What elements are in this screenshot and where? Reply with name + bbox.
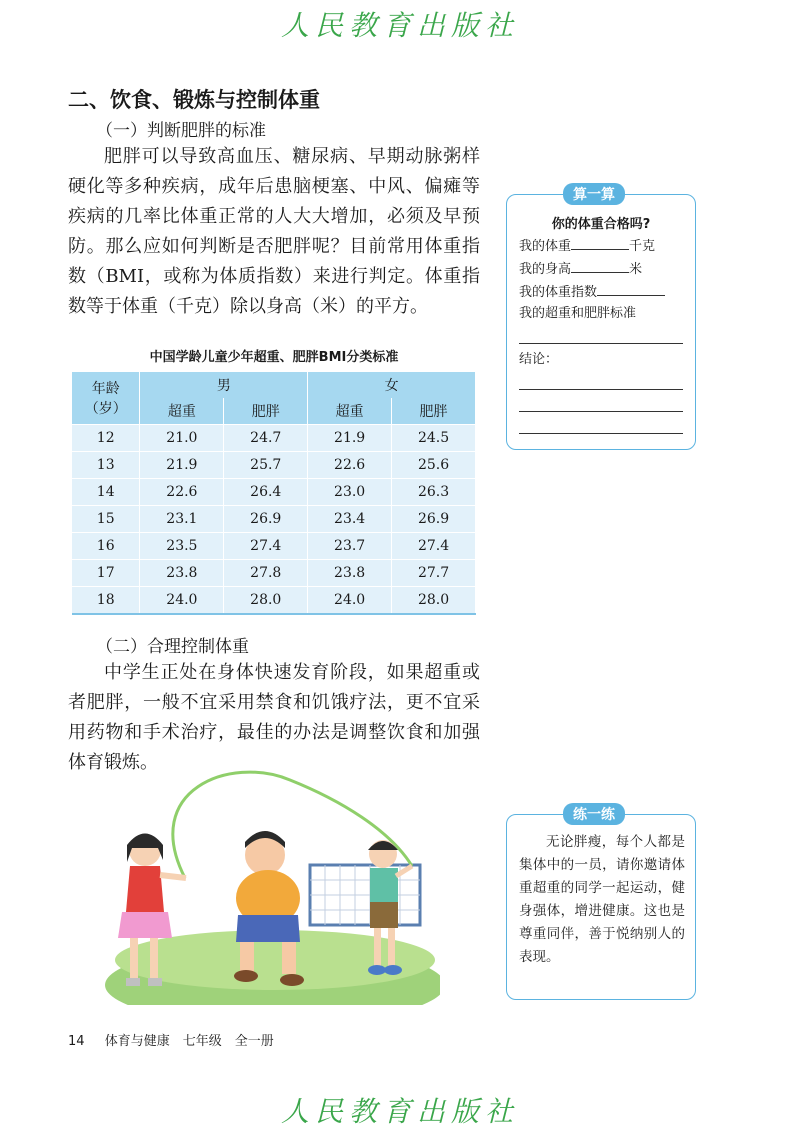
height-row: [519, 258, 642, 281]
table-header-female-obese: 肥胖: [392, 398, 476, 425]
table-cell: 27.4: [392, 533, 476, 560]
table-cell: 24.0: [308, 587, 392, 615]
table-cell: 26.4: [224, 479, 308, 506]
height-label: 我的身高: [519, 262, 572, 277]
subsection-title-2: （二）合理控制体重: [96, 637, 249, 657]
table-cell: 23.8: [140, 560, 224, 587]
table-header-male-obese: 肥胖: [224, 398, 308, 425]
table-row: [72, 587, 476, 615]
bmi-row: [519, 281, 665, 304]
table-cell: 21.0: [140, 425, 224, 452]
practice-box: [506, 807, 696, 1000]
table-row: [72, 506, 476, 533]
table-header-male-over: 超重: [140, 398, 224, 425]
table-row: [72, 479, 476, 506]
calc-box-tag: 算一算: [563, 183, 625, 205]
table-cell: 24.7: [224, 425, 308, 452]
jump-rope-illustration: [100, 770, 440, 1005]
table-cell: 23.8: [308, 560, 392, 587]
table-cell: 23.5: [140, 533, 224, 560]
conclusion-line-1[interactable]: [519, 389, 683, 390]
table-cell: 22.6: [308, 452, 392, 479]
table-title: 中国学龄儿童少年超重、肥胖BMI分类标准: [149, 350, 399, 365]
table-cell: 18: [72, 587, 140, 615]
table-cell: 22.6: [140, 479, 224, 506]
height-unit: 米: [629, 262, 643, 277]
table-cell: 15: [72, 506, 140, 533]
table-cell: 23.0: [308, 479, 392, 506]
table-row: [72, 452, 476, 479]
conclusion-label: 结论：: [519, 352, 559, 367]
bmi-table: [72, 372, 476, 615]
bmi-label: 我的体重指数: [519, 285, 598, 300]
practice-box-tag: 练一练: [563, 803, 625, 825]
weight-unit: 千克: [629, 239, 656, 254]
table-cell: 21.9: [140, 452, 224, 479]
table-cell: 27.4: [224, 533, 308, 560]
publisher-logo-bottom: 人民教育出版社: [280, 1095, 519, 1128]
table-header-male: 男: [140, 372, 308, 398]
table-cell: 21.9: [308, 425, 392, 452]
table-cell: 23.7: [308, 533, 392, 560]
table-cell: 27.7: [392, 560, 476, 587]
table-cell: 26.3: [392, 479, 476, 506]
table-cell: 27.8: [224, 560, 308, 587]
book-title: 体育与健康 七年级 全一册: [104, 1034, 274, 1049]
age-unit: （岁）: [84, 401, 127, 417]
page-number: 14: [68, 1034, 85, 1049]
table-cell: 13: [72, 452, 140, 479]
table-cell: 17: [72, 560, 140, 587]
weight-row: [519, 235, 655, 258]
conclusion-line-3[interactable]: [519, 433, 683, 434]
weight-blank[interactable]: [571, 235, 629, 250]
conclusion-line-2[interactable]: [519, 411, 683, 412]
table-row: [72, 533, 476, 560]
height-blank[interactable]: [571, 258, 629, 273]
subsection-title-1: （一）判断肥胖的标准: [96, 121, 266, 141]
table-cell: 14: [72, 479, 140, 506]
practice-text: 无论胖瘦，每个人都是集体中的一员，请你邀请体重超重的同学一起运动，健身强体，增进健康。这也是尊重同伴，善于悦纳别人的表现。: [519, 834, 685, 965]
calc-box: [506, 187, 696, 450]
table-cell: 28.0: [392, 587, 476, 615]
publisher-logo-top: 人民教育出版社: [280, 9, 519, 42]
table-cell: 23.1: [140, 506, 224, 533]
table-cell: 23.4: [308, 506, 392, 533]
table-cell: 26.9: [392, 506, 476, 533]
paragraph-2: 中学生正处在身体快速发育阶段，如果超重或者肥胖，一般不宜采用禁食和饥饿疗法，更不宜采用药物和手术治疗，最佳的办法是调整饮食和加强体育锻炼。: [68, 662, 480, 773]
weight-label: 我的体重: [519, 239, 572, 254]
table-row: [72, 425, 476, 452]
table-cell: 12: [72, 425, 140, 452]
table-header-age: [72, 372, 140, 425]
bmi-blank[interactable]: [597, 281, 665, 296]
age-label: 年龄: [91, 381, 120, 397]
page-footer: [68, 1030, 274, 1049]
table-cell: 25.6: [392, 452, 476, 479]
table-cell: 26.9: [224, 506, 308, 533]
table-row: [72, 560, 476, 587]
standard-blank[interactable]: [519, 343, 683, 344]
table-cell: 16: [72, 533, 140, 560]
table-cell: 28.0: [224, 587, 308, 615]
paragraph-1: 肥胖可以导致高血压、糖尿病、早期动脉粥样硬化等多种疾病，成年后患脑梗塞、中风、偏瘫等疾病的几率比体重正常的人大大增加，必须及早预防。那么应如何判断是否肥胖呢？目前常用体重指数（BMI，或称为体质指数）来进行判定。体重指数等于体重（千克）除以身高（米）的平方。: [68, 146, 480, 317]
table-header-female: 女: [308, 372, 476, 398]
calc-question: 你的体重合格吗?: [551, 217, 651, 232]
table-cell: 24.5: [392, 425, 476, 452]
table-cell: 24.0: [140, 587, 224, 615]
standard-label: 我的超重和肥胖标准: [519, 306, 637, 321]
section-title: 二、饮食、锻炼与控制体重: [68, 88, 320, 112]
table-header-female-over: 超重: [308, 398, 392, 425]
table-cell: 25.7: [224, 452, 308, 479]
